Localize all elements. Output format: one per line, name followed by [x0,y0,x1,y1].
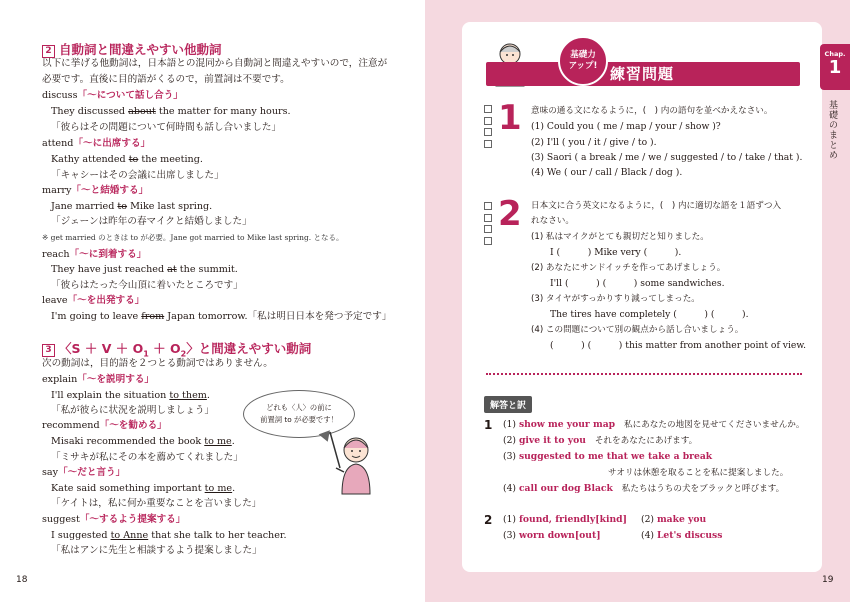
verb-meaning: 「～を勧める」 [99,420,167,431]
answer-item [641,529,722,543]
example-text: Kate said something important [51,483,205,494]
answer-translation: それをあなたにあげます。 [594,436,698,446]
chapter-tab [820,44,850,90]
page-title: 練習問題 [610,65,675,83]
answer-translation: サオリは休憩を取ることを私に提案しました。 [608,468,789,478]
example-en [51,435,235,449]
badge-line: アップ! [568,61,598,71]
question-item: (4) この問題について別の観点から話し合いましょう。 [531,325,744,335]
checkbox[interactable] [484,237,492,245]
example-ja: 「彼らはその問題について何時間も話し合いました」 [51,122,282,133]
example-text: 「私は明日日本を発つ予定です」 [247,311,392,322]
subscript: 2 [180,349,187,359]
example-text: I'm going to leave [51,311,142,322]
question-instruction: れなさい。 [531,216,574,226]
answer-item [503,482,784,496]
entry-head [42,137,150,151]
question-number: 1 [498,98,522,138]
question-item: (2) I'll ( you / it / give / to ). [531,137,657,148]
page-number: 19 [822,575,834,585]
struck-word: from [141,311,165,322]
section-3-heading [42,339,311,359]
entry-head [42,248,146,262]
answer-english: give it to you [518,435,586,446]
answer-index: (1) [503,514,517,525]
verb: suggest [42,514,80,525]
checkbox[interactable] [484,105,492,113]
example-text: I suggested [51,530,111,541]
example-text: They have just reached [51,264,168,275]
chapter-number: 1 [828,57,842,78]
example-ja: 「私が彼らに状況を説明しましょう」 [51,405,215,416]
struck-word: to [117,201,128,212]
example-text: Mike last spring. [127,201,213,212]
verb-meaning: 「～を説明する」 [77,374,155,385]
section-title: 〉と間違えやすい動詞 [186,341,312,356]
verb: recommend [42,420,100,431]
section-number: 2 [42,45,55,58]
answer-english: call our dog Black [518,483,613,494]
teacher-illustration-icon [322,428,382,498]
example-text: . [206,390,210,401]
example-ja: 「ミサキが私にその本を薦めてくれました」 [51,452,243,463]
answer-index: (2) [503,435,517,446]
answer-english: suggested to me that we take a break [518,451,713,462]
question-item: (2) あなたにサンドイッチを作ってあげましょう。 [531,263,726,273]
verb-meaning: 「～を出発する」 [67,295,145,306]
intro-line: 以下に挙げる他動詞は，日本語との混同から自動詞と間違えやすいので，注意が [42,58,388,69]
section-2-heading [42,40,222,58]
example-text: I'll explain the situation [51,390,170,401]
example-text: Jane married [51,201,118,212]
struck-word: about [128,106,156,117]
example-en [51,105,291,119]
verb: marry [42,185,72,196]
verb-meaning: 「～だと言う」 [58,467,126,478]
underlined-phrase: to them [169,390,207,401]
question-item: (3) Saori ( a break / me / we / suggested / to / take / that ). [531,152,803,163]
checkbox[interactable] [484,202,492,210]
checkbox[interactable] [484,225,492,233]
example-text: the summit. [176,264,238,275]
example-en [51,263,238,277]
question-instruction: 日本文に合う英文になるように，( ) 内に適切な語を１語ずつ入 [531,201,782,211]
example-text: Misaki recommended the book [51,436,205,447]
answer-item [503,513,627,527]
struck-word: at [167,264,177,275]
question-item: (3) タイヤがすっかりすり減ってしまった。 [531,294,700,304]
verb-meaning: 「～するよう提案する」 [79,514,186,525]
underlined-phrase: to me [204,483,233,494]
question-instruction: 意味の通る文になるように，( ) 内の語句を並べかえなさい。 [531,106,773,116]
verb: say [42,467,59,478]
bubble-line: どれも〈人〉の前に [266,403,332,412]
example-text: . [231,436,235,447]
page-number: 18 [16,575,28,585]
section-title: ＋ O [148,341,181,356]
dotted-divider [486,373,802,375]
verb: leave [42,295,68,306]
example-en [51,482,235,496]
entry-head [42,294,144,308]
example-text: They discussed [51,106,129,117]
intro-line: 次の動詞は，目的語を２つとる動詞ではありません。 [42,358,273,369]
underlined-phrase: to me [204,436,232,447]
answer-english: Let's discuss [656,530,723,541]
example-ja: 「ケイトは，私に何か重要なことを言いました」 [51,498,262,509]
section-title: 自動詞と間違えやすい他動詞 [59,42,222,57]
entry-head [42,513,185,527]
example-ja: 「キャシーはその会議に出席しました」 [51,170,224,181]
verb: discuss [42,90,78,101]
answers-heading: 解答と訳 [484,396,532,413]
answer-item [503,450,712,464]
section-title: 〈S ＋ V ＋ O [59,341,144,356]
example-en [51,200,212,214]
question-item: (1) Could you ( me / map / your / show )? [531,121,721,132]
checkbox-group [484,105,492,151]
example-ja: 「ジェーンは昨年の春マイクと結婚しました」 [51,216,252,227]
verb-meaning: 「～と結婚する」 [71,185,149,196]
checkbox[interactable] [484,128,492,136]
entry-head [42,89,183,103]
example-text: the meeting. [138,154,203,165]
example-text: the matter for many hours. [155,106,291,117]
answer-translation: 私にあなたの地図を見せてくださいませんか。 [624,420,805,430]
entry-head [42,419,167,433]
answer-item [503,529,601,543]
chapter-side-title: 基礎のまとめ [827,100,837,160]
answer-item [641,513,706,527]
example-en [51,529,287,543]
question-number: 2 [498,194,522,234]
example-text: . [232,483,236,494]
answer-index: (3) [503,451,517,462]
answer-translation: 私たちはうちの犬をブラックと呼びます。 [621,484,785,494]
example-text: Japan tomorrow. [164,311,248,322]
question-item: (4) We ( our / call / Black / dog ). [531,167,683,178]
checkbox[interactable] [484,117,492,125]
struck-word: to [128,154,139,165]
level-up-badge [558,36,608,86]
example-text: that she talk to her teacher. [148,530,287,541]
example-en [51,310,391,324]
question-blank: The tires have completely ( ) ( ). [550,309,749,320]
question-item: (1) 私はマイクがとても親切だと知りました。 [531,232,709,242]
badge-line: 基礎力 [570,50,596,60]
answer-index: (2) [641,514,655,525]
example-en [51,153,203,167]
example-text: Kathy attended [51,154,129,165]
entry-head [42,466,125,480]
checkbox[interactable] [484,214,492,222]
answer-number: 2 [484,513,493,527]
entry-head [42,184,148,198]
answer-english: worn down[out] [518,530,601,541]
verb-meaning: 「～について話し合う」 [77,90,183,101]
question-blank: ( ) ( ) this matter from another point of view. [550,340,807,351]
underlined-phrase: to Anne [110,530,149,541]
chapter-label: Chap. [824,50,846,58]
usage-note: ※ get married のときは to が必要。Jane got married to Mike last spring. となる。 [42,233,344,242]
answer-index: (4) [503,483,517,494]
answer-index: (4) [641,530,655,541]
answer-number: 1 [484,418,493,432]
verb: reach [42,249,70,260]
section-number: 3 [42,344,55,357]
verb: attend [42,138,74,149]
entry-head [42,373,154,387]
answer-english: show me your map [518,419,616,430]
subscript: 1 [143,349,149,359]
checkbox[interactable] [484,140,492,148]
verb-meaning: 「～に到着する」 [69,249,147,260]
answer-english: found, friendly[kind] [518,514,627,525]
verb: explain [42,374,78,385]
answer-item [503,434,697,448]
question-blank: I ( ) Mike very ( ). [550,247,682,258]
verb-meaning: 「～に出席する」 [73,138,151,149]
answer-index: (3) [503,530,517,541]
question-blank: I'll ( ) ( ) some sandwiches. [550,278,725,289]
answer-item [608,466,788,480]
checkbox-group [484,202,492,248]
example-en [51,389,210,403]
bubble-line: 前置詞 to が必要です！ [260,415,338,424]
example-ja: 「私はアンに先生と相談するよう提案しました」 [51,545,262,556]
answer-item [503,418,804,432]
intro-line: 必要です。直後に目的語がくるので，前置詞は不要です。 [42,74,290,85]
example-ja: 「彼らはたった今山頂に着いたところです」 [51,280,243,291]
answer-index: (1) [503,419,517,430]
answer-english: make you [656,514,707,525]
